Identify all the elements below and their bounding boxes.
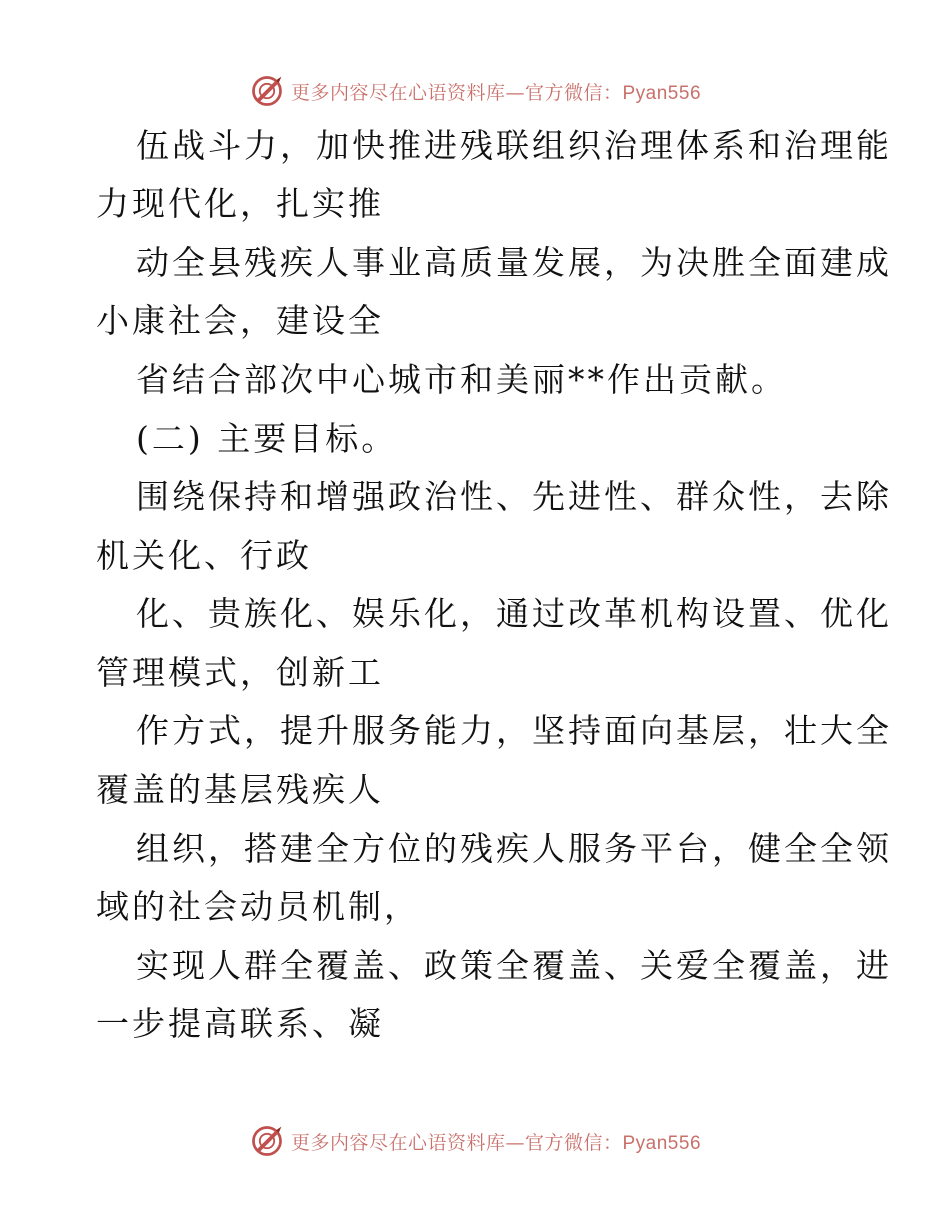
footer-wechat-handle: Pyan556: [622, 1132, 702, 1154]
footer-watermark-banner: [0, 1121, 950, 1161]
body-line: 覆盖的基层残疾人: [96, 770, 384, 809]
body-line: 省结合部次中心城市和美丽**作出贡献。: [136, 360, 787, 399]
header-banner-label: 更多内容尽在心语资料库—官方微信：: [290, 81, 623, 104]
footer-banner-label: 更多内容尽在心语资料库—官方微信：: [290, 1131, 623, 1154]
header-watermark-text: [291, 78, 701, 105]
body-line: 围绕保持和增强政治性、先进性、群众性，去除: [136, 477, 892, 516]
body-line: 作方式，提升服务能力，坚持面向基层，壮大全: [136, 711, 892, 750]
logo-icon: [249, 1123, 285, 1159]
body-line: 动全县残疾人事业高质量发展，为决胜全面建成: [136, 243, 892, 282]
logo-icon: [249, 73, 285, 109]
section-heading: (二) 主要目标。: [136, 419, 398, 458]
body-line: 化、贵族化、娱乐化，通过改革机构设置、优化: [136, 594, 892, 633]
header-watermark-banner: [0, 71, 950, 111]
body-line: 管理模式，创新工: [96, 653, 384, 692]
body-line: 小康社会，建设全: [96, 301, 384, 340]
body-line: 一步提高联系、凝: [96, 1004, 384, 1043]
body-line: 伍战斗力，加快推进残联组织治理体系和治理能: [136, 126, 892, 165]
body-line: 机关化、行政: [96, 536, 312, 575]
body-line: 组织，搭建全方位的残疾人服务平台，健全全领: [136, 829, 892, 868]
body-line: 力现代化，扎实推: [96, 184, 384, 223]
footer-watermark-text: [291, 1128, 701, 1155]
body-line: 实现人群全覆盖、政策全覆盖、关爱全覆盖，进: [136, 946, 892, 985]
body-line: 域的社会动员机制，: [96, 887, 420, 926]
header-wechat-handle: Pyan556: [622, 82, 702, 104]
